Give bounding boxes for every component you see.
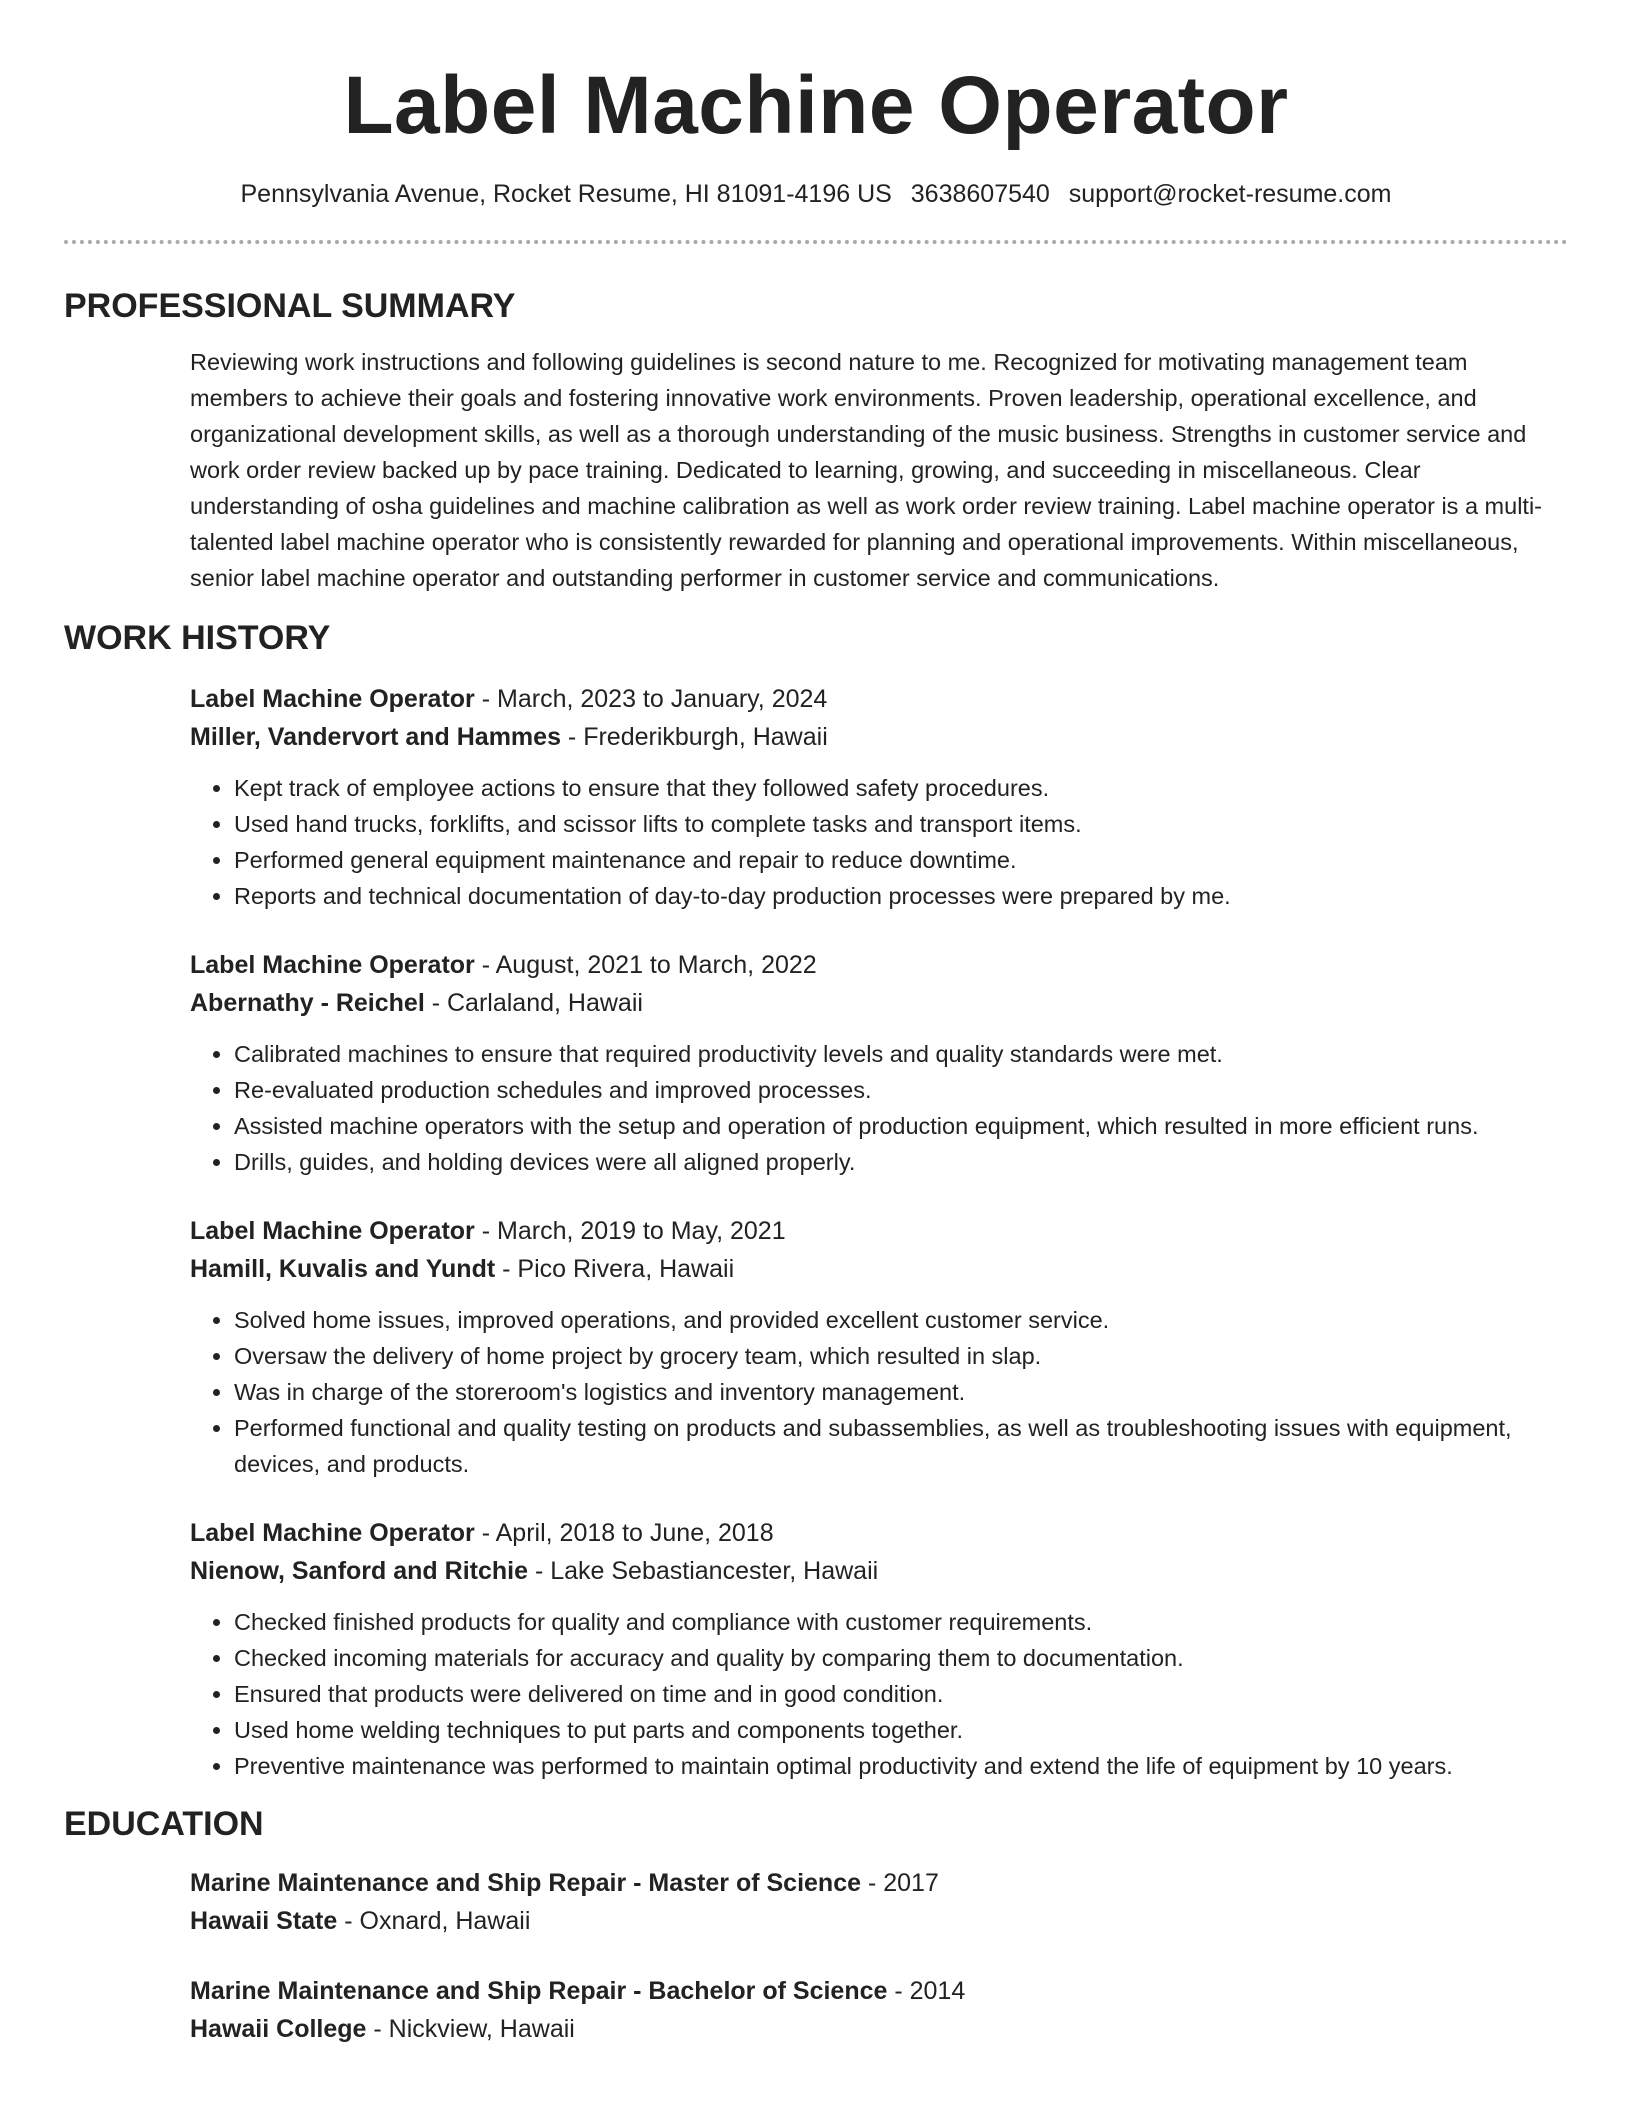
job-company-line (190, 1552, 1568, 1590)
job-title-line (190, 946, 1568, 984)
job-title-line (190, 1514, 1568, 1552)
job-role: Label Machine Operator (190, 1519, 475, 1547)
job-company-line (190, 984, 1568, 1022)
job-entry (190, 1212, 1568, 1482)
job-bullet: • Checked finished products for quality and compliance with customer requirements. (234, 1604, 1568, 1640)
education-entry (190, 1864, 1568, 1940)
contact-email: support@rocket-resume.com (1068, 180, 1392, 208)
job-entry (190, 1514, 1568, 1784)
contact-line (64, 178, 1568, 210)
job-bullet: • Kept track of employee actions to ensure that they followed safety procedures. (234, 770, 1568, 806)
education-degree-line (190, 1972, 1568, 2010)
job-bullets (190, 770, 1568, 914)
job-bullet: • Used home welding techniques to put parts and components together. (234, 1712, 1568, 1748)
education-list (190, 1864, 1568, 2048)
job-bullet: • Checked incoming materials for accuracy and quality by comparing them to documentation. (234, 1640, 1568, 1676)
job-bullet: • Performed functional and quality testing on products and subassemblies, as well as troubleshooting issues with equipment, devices, and products. (234, 1410, 1568, 1482)
job-bullet: • Ensured that products were delivered on time and in good condition. (234, 1676, 1568, 1712)
job-bullets (190, 1302, 1568, 1482)
job-bullet: • Drills, guides, and holding devices were all aligned properly. (234, 1144, 1568, 1180)
job-bullets (190, 1604, 1568, 1784)
job-title-line (190, 1212, 1568, 1250)
summary-text: Reviewing work instructions and following guidelines is second nature to me. Recognized for motivating management team members to achieve their goals and fostering innovative work environments. Proven leadership, operational excellence, and organizational development skills, as well as a thorough understanding of the music business. Strengths in customer service and work order review backed up by pace training. Dedicated to learning, growing, and succeeding in miscellaneous. Clear understanding of osha guidelines and machine calibration as well as work order review training. Label machine operator is a multi-talented label machine operator who is consistently rewarded for planning and operational improvements. Within miscellaneous, senior label machine operator and outstanding performer in customer service and communications. (190, 349, 1542, 591)
education-school-line (190, 2010, 1568, 2048)
education-year: - 2017 (861, 1869, 939, 1897)
job-bullet: • Re-evaluated production schedules and improved processes. (234, 1072, 1568, 1108)
job-bullet: • Was in charge of the storeroom's logistics and inventory management. (234, 1374, 1568, 1410)
job-role: Label Machine Operator (190, 951, 475, 979)
work-history-list (190, 680, 1568, 1784)
job-bullet: • Assisted machine operators with the setup and operation of production equipment, which resulted in more efficient runs. (234, 1108, 1568, 1144)
education-heading: EDUCATION (64, 1805, 264, 1843)
education-degree-line (190, 1864, 1568, 1902)
job-company: Nienow, Sanford and Ritchie (190, 1557, 528, 1585)
education-school: Hawaii College (190, 2015, 367, 2043)
job-bullet: • Oversaw the delivery of home project by grocery team, which resulted in slap. (234, 1338, 1568, 1374)
job-company: Abernathy - Reichel (190, 989, 425, 1017)
job-dates: - March, 2023 to January, 2024 (474, 685, 828, 713)
job-bullet: • Used hand trucks, forklifts, and scissor lifts to complete tasks and transport items. (234, 806, 1568, 842)
education-degree: Marine Maintenance and Ship Repair - Master of Science (190, 1869, 862, 1897)
education-school: Hawaii State (190, 1907, 338, 1935)
contact-address: Pennsylvania Avenue, Rocket Resume, HI 81091-4196 US (240, 180, 892, 208)
job-location: - Lake Sebastiancester, Hawaii (528, 1557, 879, 1585)
job-company-line (190, 718, 1568, 756)
job-role: Label Machine Operator (190, 1217, 475, 1245)
resume-page (64, 0, 1568, 2048)
job-location: - Carlaland, Hawaii (424, 989, 643, 1017)
job-role: Label Machine Operator (190, 685, 475, 713)
job-bullet: • Calibrated machines to ensure that required productivity levels and quality standards were met. (234, 1036, 1568, 1072)
job-bullet: • Performed general equipment maintenance and repair to reduce downtime. (234, 842, 1568, 878)
header-divider (64, 240, 1568, 244)
education-school-line (190, 1902, 1568, 1940)
job-entry (190, 946, 1568, 1180)
work-history-heading: WORK HISTORY (64, 619, 331, 657)
job-bullets (190, 1036, 1568, 1180)
job-title-line (190, 680, 1568, 718)
job-location: - Pico Rivera, Hawaii (495, 1255, 735, 1283)
resume-name: Label Machine Operator (343, 60, 1289, 151)
job-company: Miller, Vandervort and Hammes (190, 723, 561, 751)
summary-heading: PROFESSIONAL SUMMARY (64, 287, 516, 325)
job-bullet: • Preventive maintenance was performed to maintain optimal productivity and extend the life of equipment by 10 years. (234, 1748, 1568, 1784)
contact-phone: 3638607540 (910, 180, 1050, 208)
education-year: - 2014 (887, 1977, 966, 2005)
job-company: Hamill, Kuvalis and Yundt (190, 1255, 496, 1283)
education-location: - Nickview, Hawaii (366, 2015, 575, 2043)
job-dates: - March, 2019 to May, 2021 (474, 1217, 786, 1245)
job-dates: - August, 2021 to March, 2022 (474, 951, 817, 979)
job-dates: - April, 2018 to June, 2018 (474, 1519, 774, 1547)
job-location: - Frederikburgh, Hawaii (560, 723, 828, 751)
education-location: - Oxnard, Hawaii (337, 1907, 531, 1935)
job-company-line (190, 1250, 1568, 1288)
education-entry (190, 1972, 1568, 2048)
education-degree: Marine Maintenance and Ship Repair - Bachelor of Science (190, 1977, 888, 2005)
job-entry (190, 680, 1568, 914)
job-bullet: • Reports and technical documentation of day-to-day production processes were prepared by me. (234, 878, 1568, 914)
job-bullet: • Solved home issues, improved operations, and provided excellent customer service. (234, 1302, 1568, 1338)
